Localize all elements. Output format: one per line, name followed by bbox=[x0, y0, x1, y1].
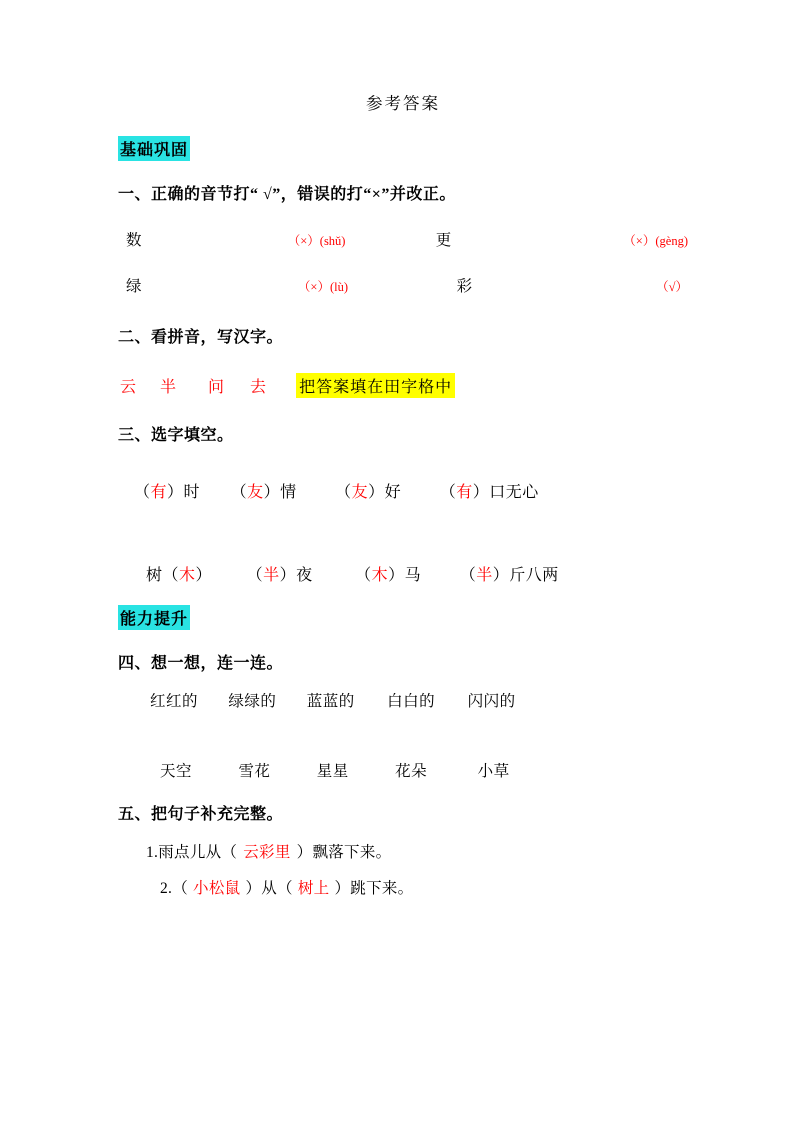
section-badge-wrapper-2 bbox=[118, 605, 688, 630]
noun-1: 天空 bbox=[160, 763, 193, 780]
section-basic bbox=[118, 136, 688, 585]
fill-item-3: （友）好 bbox=[335, 484, 402, 501]
noun-3: 星星 bbox=[316, 763, 349, 780]
pinyin-char-2: 更 bbox=[435, 232, 452, 249]
noun-2: 雪花 bbox=[238, 763, 271, 780]
adjective-1: 红红的 bbox=[150, 693, 199, 710]
sentence-2-answer-2: 树上 bbox=[297, 880, 330, 897]
pinyin-char-1: 数 bbox=[126, 232, 142, 249]
pinyin-answer-3: （×）(lù) bbox=[297, 280, 349, 294]
adjective-2: 绿绿的 bbox=[228, 693, 277, 710]
fill-item-5: 树（木） bbox=[146, 567, 213, 584]
fill-item-4: （有）口无心 bbox=[439, 484, 539, 501]
hanzi-answer-2: 半 bbox=[160, 379, 178, 396]
pinyin-answer-4: （√） bbox=[656, 280, 688, 294]
pinyin-row-1 bbox=[118, 228, 688, 250]
section-badge-ability: 能力提升 bbox=[118, 605, 190, 630]
question-4-nouns bbox=[118, 759, 688, 781]
section-ability bbox=[118, 605, 688, 898]
fill-item-8: （半）斤八两 bbox=[459, 567, 559, 584]
fill-item-1: （有）时 bbox=[134, 484, 201, 501]
sentence-2-answer-1: 小松鼠 bbox=[193, 880, 241, 897]
page-title: 参考答案 bbox=[366, 94, 440, 113]
question-3-row-2 bbox=[118, 562, 688, 585]
section-badge-wrapper bbox=[118, 136, 688, 161]
pinyin-answer-2: （×）(gèng) bbox=[623, 234, 688, 248]
question-2-answers bbox=[118, 373, 688, 398]
adjective-5: 闪闪的 bbox=[467, 693, 516, 710]
question-3-heading: 三、选字填空。 bbox=[118, 427, 234, 444]
noun-5: 小草 bbox=[477, 763, 510, 780]
fill-item-7: （木）马 bbox=[355, 567, 422, 584]
fill-item-2: （友）情 bbox=[230, 484, 297, 501]
noun-4: 花朵 bbox=[395, 763, 428, 780]
hanzi-answer-1: 云 bbox=[120, 379, 138, 396]
question-5-heading: 五、把句子补充完整。 bbox=[118, 806, 284, 823]
sentence-2: 2.（ 小松鼠 ）从（ 树上 ）跳下来。 bbox=[160, 880, 414, 897]
hanzi-answer-4: 去 bbox=[250, 379, 268, 396]
pinyin-char-3: 绿 bbox=[126, 278, 142, 295]
question-4-adjectives bbox=[118, 689, 688, 711]
pinyin-answer-1: （×）(shǔ) bbox=[287, 234, 346, 248]
adjective-3: 蓝蓝的 bbox=[306, 693, 355, 710]
pinyin-char-4: 彩 bbox=[456, 278, 473, 295]
sentence-1: 1.雨点儿从（ 云彩里 ）飘落下来。 bbox=[146, 844, 392, 861]
fill-item-6: （半）夜 bbox=[246, 567, 313, 584]
question-4-heading: 四、想一想，连一连。 bbox=[118, 655, 284, 672]
question-2-note: 把答案填在田字格中 bbox=[296, 373, 455, 398]
adjective-4: 白白的 bbox=[387, 693, 436, 710]
question-1-heading: 一、正确的音节打“ √”，错误的打“×”并改正。 bbox=[118, 186, 456, 203]
question-3-row-1 bbox=[118, 479, 688, 502]
sentence-1-answer: 云彩里 bbox=[243, 844, 291, 861]
hanzi-answer-3: 问 bbox=[208, 379, 226, 396]
section-badge-basic: 基础巩固 bbox=[118, 136, 190, 161]
pinyin-row-2 bbox=[118, 274, 688, 296]
question-2-heading: 二、看拼音，写汉字。 bbox=[118, 329, 284, 346]
